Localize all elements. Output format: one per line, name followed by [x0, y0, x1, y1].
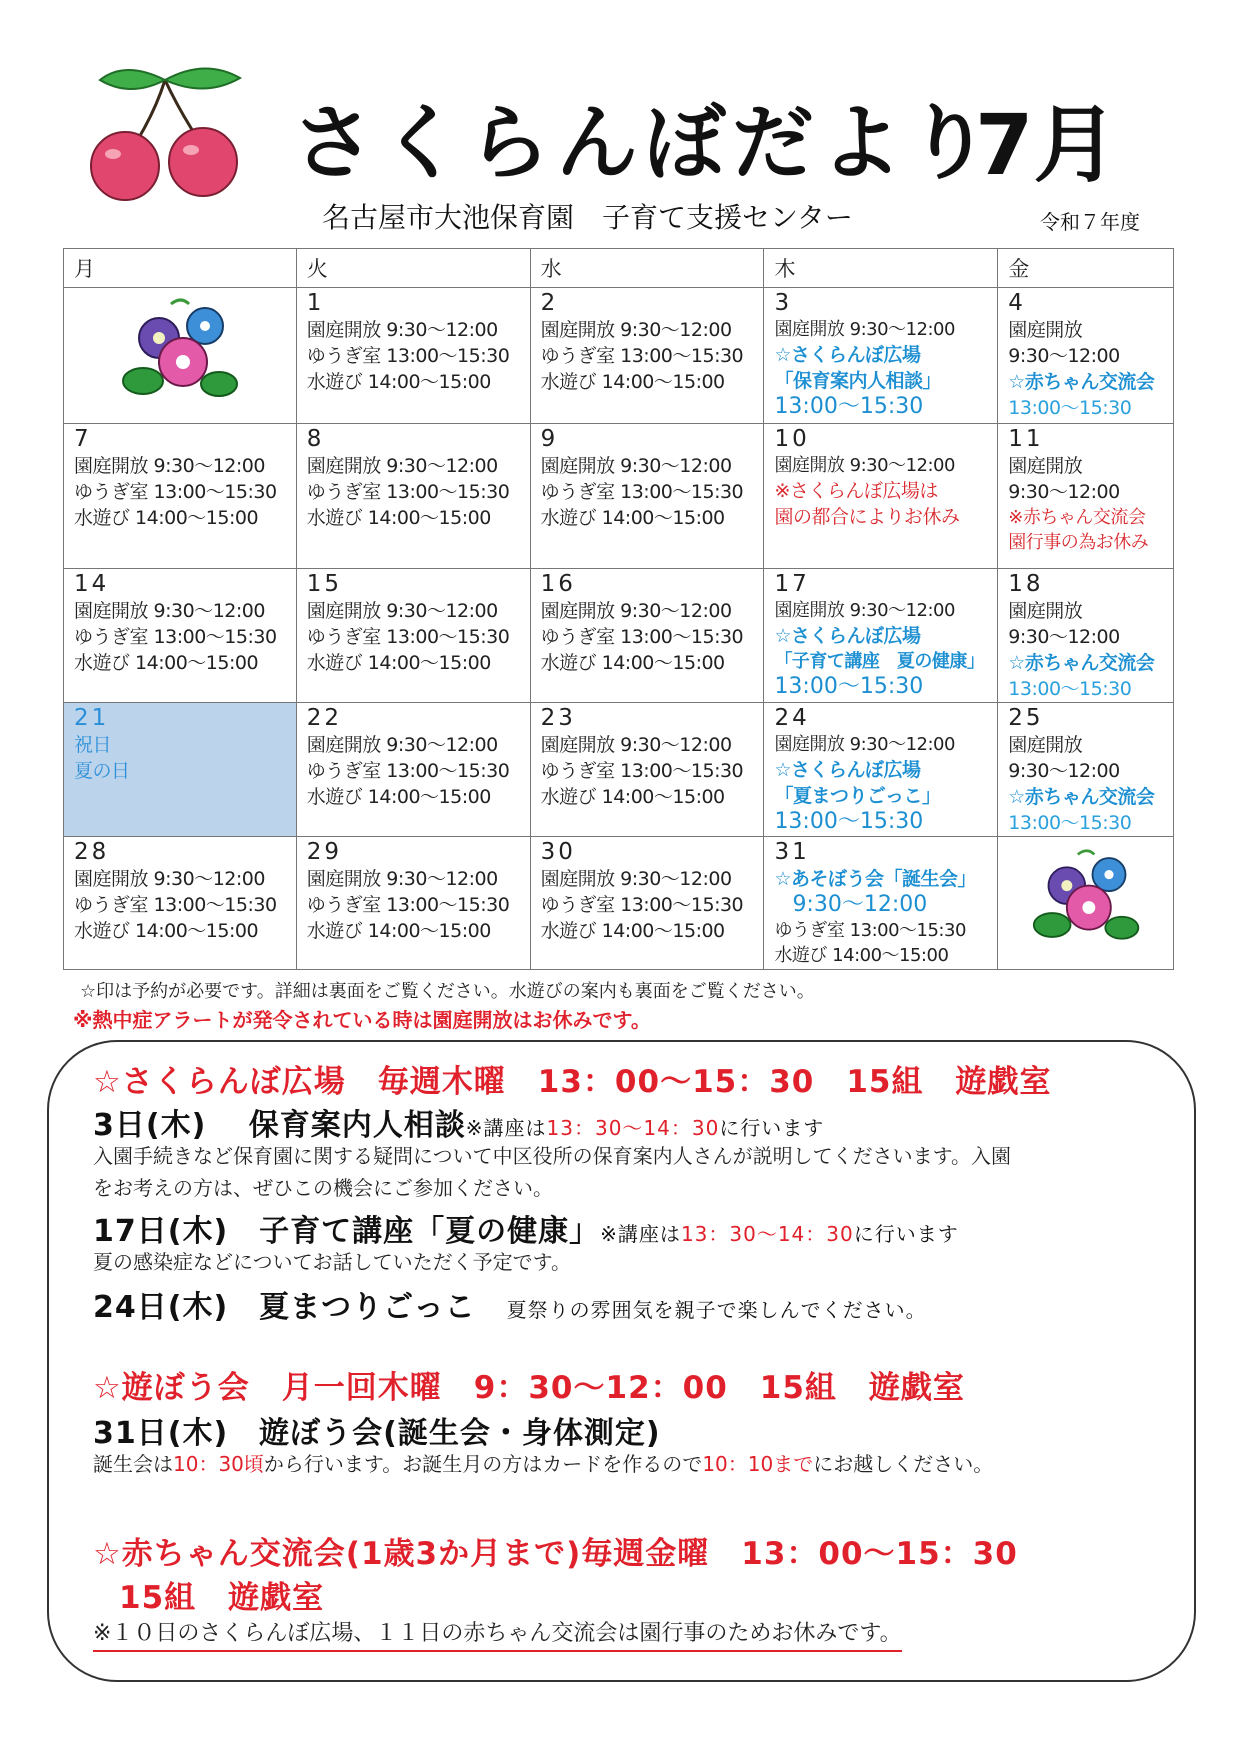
calendar-cell	[64, 424, 297, 569]
calendar-cell	[296, 424, 530, 569]
event-line: 水遊び 14:00～15:00	[540, 371, 725, 393]
event-line: ゆうぎ室 13:00～15:30	[540, 626, 744, 648]
event-time: 13:00～15:30	[1008, 397, 1132, 419]
calendar-cell-empty	[998, 837, 1174, 970]
calendar-cell-empty	[64, 288, 297, 424]
day-number: 11	[1008, 426, 1044, 452]
calendar-cell	[296, 837, 530, 970]
event-time: 13:00～15:30	[774, 674, 924, 699]
day-number: 8	[306, 426, 325, 452]
event-title-text: 17日(木) 子育て講座「夏の健康」	[93, 1214, 601, 1249]
program-info-box	[47, 1040, 1196, 1682]
calendar-cell-holiday	[64, 703, 297, 837]
event-title-text: 24日(木) 夏まつりごっこ	[93, 1290, 476, 1325]
event-line: ゆうぎ室 13:00～15:30	[74, 894, 277, 916]
day-number: 15	[306, 571, 343, 597]
event-line: 水遊び 14:00～15:00	[540, 920, 725, 942]
event-note: ※講座は	[465, 1116, 547, 1140]
day-number: 29	[306, 839, 343, 865]
sakuranbo-event1-desc1: 入園手続きなど保育園に関する疑問について中区役所の保育案内人さんが説明してくださいます。入園	[93, 1144, 1011, 1168]
calendar-cell	[64, 569, 297, 703]
calendar-cell	[764, 569, 998, 703]
akachan-heading-line2: 15組 遊戯室	[119, 1580, 325, 1616]
calendar-cell	[998, 703, 1174, 837]
newsletter-title: さくらんぼだより	[292, 96, 997, 191]
desc-text: 誕生会は	[93, 1452, 173, 1476]
event-line: ☆あそぼう会「誕生会」	[774, 868, 976, 890]
day-number: 28	[74, 839, 110, 865]
sakuranbo-event1-desc2: をお考えの方は、ぜひこの機会にご参加ください。	[93, 1176, 553, 1200]
calendar-week	[64, 703, 1174, 837]
day-number: 7	[74, 426, 92, 452]
calendar-cell	[998, 424, 1174, 569]
event-line: 園庭開放 9:30～12:00	[74, 600, 265, 622]
sakuranbo-event3-title	[93, 1282, 927, 1326]
event-line: 「夏まつりごっこ」	[774, 785, 941, 807]
event-line: 園庭開放	[1008, 600, 1083, 622]
day-number: 14	[74, 571, 110, 597]
event-line: ゆうぎ室 13:00～15:30	[306, 481, 510, 503]
asobo-event-title: 31日(木) 遊ぼう会(誕生会・身体測定)	[93, 1416, 661, 1451]
event-line: ゆうぎ室 13:00～15:30	[306, 345, 510, 367]
event-line: 園庭開放 9:30～12:00	[306, 600, 498, 622]
event-desc: 夏祭りの雰囲気を親子で楽しんでください。	[506, 1298, 927, 1322]
event-line: 水遊び 14:00～15:00	[540, 786, 725, 808]
day-number: 30	[540, 839, 576, 865]
event-line: ☆さくらんぼ広場	[774, 344, 921, 366]
sakuranbo-event1-title	[93, 1100, 824, 1144]
event-line: 9:30～12:00	[1008, 345, 1120, 367]
calendar-cell	[998, 288, 1174, 424]
event-line: ゆうぎ室 13:00～15:30	[74, 626, 277, 648]
desc-time: 10：10まで	[702, 1452, 814, 1476]
day-number: 31	[774, 839, 810, 865]
weekday-tue: 火	[296, 249, 530, 288]
event-line: 園庭開放 9:30～12:00	[774, 734, 955, 755]
event-line: 園庭開放 9:30～12:00	[306, 734, 498, 756]
day-number: 9	[540, 426, 559, 452]
event-line: 園庭開放 9:30～12:00	[540, 455, 732, 477]
calendar-table	[63, 248, 1174, 970]
event-line: 水遊び 14:00～15:00	[540, 507, 725, 529]
calendar-week	[64, 569, 1174, 703]
asobo-desc	[93, 1448, 993, 1480]
event-line: 園庭開放 9:30～12:00	[540, 734, 732, 756]
weekday-header-row	[64, 249, 1174, 288]
event-time: 13:00～15:30	[1008, 678, 1132, 700]
reservation-note: ☆印は予約が必要です。詳細は裏面をご覧ください。水遊びの案内も裏面をご覧ください。	[80, 981, 815, 1002]
event-line: 「保育案内人相談」	[774, 370, 941, 392]
calendar-cell	[998, 569, 1174, 703]
day-number: 22	[306, 705, 343, 731]
calendar-week	[64, 424, 1174, 569]
event-line: 園庭開放 9:30～12:00	[540, 600, 732, 622]
event-line: ※さくらんぼ広場は	[774, 480, 938, 502]
calendar-week	[64, 837, 1174, 970]
weekday-wed: 水	[530, 249, 764, 288]
event-line: ☆赤ちゃん交流会	[1008, 371, 1155, 393]
fiscal-year: 令和７年度	[1040, 210, 1140, 234]
cherry-illustration	[85, 62, 255, 202]
event-line: ゆうぎ室 13:00～15:30	[74, 481, 277, 503]
day-number: 1	[306, 290, 325, 316]
day-number: 21	[74, 705, 110, 731]
event-line: 園庭開放	[1008, 734, 1083, 756]
day-number: 18	[1008, 571, 1044, 597]
sakuranbo-heading: ☆さくらんぼ広場 毎週木曜 13：00～15：30 15組 遊戯室	[93, 1064, 1052, 1100]
event-line: 水遊び 14:00～15:00	[306, 371, 491, 393]
event-line: ゆうぎ室 13:00～15:30	[774, 920, 966, 941]
event-line: 水遊び 14:00～15:00	[774, 945, 949, 966]
event-line: 園庭開放 9:30～12:00	[306, 868, 498, 890]
event-line: ☆さくらんぼ広場	[774, 625, 921, 647]
event-line: 水遊び 14:00～15:00	[74, 920, 259, 942]
event-note-time: 13：30～14：30	[680, 1222, 854, 1246]
holiday-name: 夏の日	[74, 760, 130, 782]
event-line: 水遊び 14:00～15:00	[540, 652, 725, 674]
event-line: ゆうぎ室 13:00～15:30	[540, 345, 744, 367]
calendar-cell	[296, 288, 530, 424]
event-line: ☆赤ちゃん交流会	[1008, 652, 1155, 674]
event-line: 水遊び 14:00～15:00	[306, 920, 491, 942]
event-line: 園庭開放 9:30～12:00	[74, 455, 265, 477]
sakuranbo-event2-desc: 夏の感染症などについてお話していただく予定です。	[93, 1250, 571, 1274]
event-time: 13:00～15:30	[774, 394, 924, 419]
event-line: 園庭開放 9:30～12:00	[774, 600, 955, 621]
event-line: 園行事の為お休み	[1008, 532, 1149, 553]
event-note: に行います	[853, 1222, 959, 1246]
calendar-cell	[296, 569, 530, 703]
calendar-cell	[530, 837, 764, 970]
event-line: ゆうぎ室 13:00～15:30	[540, 894, 744, 916]
calendar-cell	[296, 703, 530, 837]
asobo-heading: ☆遊ぼう会 月一回木曜 9：30～12：00 15組 遊戯室	[93, 1370, 965, 1406]
sakuranbo-event2-title	[93, 1206, 959, 1250]
akachan-closure-note: ※１０日のさくらんぼ広場、１１日の赤ちゃん交流会は園行事のためお休みです。	[93, 1618, 902, 1652]
event-line: 園庭開放 9:30～12:00	[74, 868, 265, 890]
event-line: 園の都合によりお休み	[774, 506, 960, 528]
desc-time: 10：30頃	[173, 1452, 264, 1476]
event-time: 13:00～15:30	[774, 809, 924, 834]
calendar-cell	[530, 424, 764, 569]
event-line: ☆赤ちゃん交流会	[1008, 786, 1155, 808]
event-line: ゆうぎ室 13:00～15:30	[306, 760, 510, 782]
event-line: 水遊び 14:00～15:00	[306, 652, 491, 674]
event-line: 水遊び 14:00～15:00	[306, 786, 491, 808]
event-line: 9:30～12:00	[1008, 626, 1120, 648]
morning-glory-icon	[1032, 845, 1142, 950]
day-number: 17	[774, 571, 810, 597]
event-line: 「子育て講座 夏の健康」	[774, 651, 985, 672]
weekday-thu: 木	[764, 249, 998, 288]
calendar-cell	[764, 288, 998, 424]
weekday-fri: 金	[998, 249, 1174, 288]
calendar-cell	[530, 288, 764, 424]
weekday-mon: 月	[64, 249, 297, 288]
heat-alert-note: ※熱中症アラートが発令されている時は園庭開放はお休みです。	[73, 1008, 651, 1032]
day-number: 23	[540, 705, 576, 731]
day-number: 16	[540, 571, 576, 597]
day-number: 25	[1008, 705, 1044, 731]
event-line: 園庭開放 9:30～12:00	[306, 319, 498, 341]
calendar-cell	[530, 569, 764, 703]
calendar-week	[64, 288, 1174, 424]
day-number: 4	[1008, 290, 1026, 316]
event-line: 園庭開放 9:30～12:00	[540, 868, 732, 890]
event-line: 水遊び 14:00～15:00	[74, 652, 259, 674]
day-number: 3	[774, 290, 793, 316]
event-line: ゆうぎ室 13:00～15:30	[306, 894, 510, 916]
event-note: に行います	[719, 1116, 825, 1140]
event-line: 園庭開放 9:30～12:00	[774, 455, 955, 476]
day-number: 10	[774, 426, 810, 452]
event-note-time: 13：30～14：30	[546, 1116, 720, 1140]
event-line: ゆうぎ室 13:00～15:30	[306, 626, 510, 648]
event-line: 9:30～12:00	[1008, 760, 1120, 782]
event-time: 9:30～12:00	[792, 892, 928, 917]
event-line: 園庭開放	[1008, 319, 1083, 341]
holiday-label: 祝日	[74, 734, 112, 756]
event-line: 園庭開放	[1008, 455, 1083, 477]
event-line: 園庭開放 9:30～12:00	[774, 319, 955, 340]
event-time: 13:00～15:30	[1008, 812, 1132, 834]
calendar-cell	[764, 837, 998, 970]
day-number: 24	[774, 705, 810, 731]
event-line: ゆうぎ室 13:00～15:30	[540, 481, 744, 503]
event-line: ☆さくらんぼ広場	[774, 759, 921, 781]
event-line: ゆうぎ室 13:00～15:30	[540, 760, 744, 782]
akachan-heading: ☆赤ちゃん交流会(1歳3か月まで)毎週金曜 13：00～15：30	[93, 1536, 1018, 1572]
calendar-cell	[530, 703, 764, 837]
event-line: 9:30～12:00	[1008, 481, 1120, 503]
day-number: 2	[540, 290, 559, 316]
event-line: 園庭開放 9:30～12:00	[540, 319, 732, 341]
calendar-cell	[764, 424, 998, 569]
calendar-cell	[764, 703, 998, 837]
event-line: ※赤ちゃん交流会	[1008, 507, 1146, 528]
calendar-cell	[64, 837, 297, 970]
event-line: 水遊び 14:00～15:00	[74, 507, 259, 529]
desc-text: にお越しください。	[813, 1452, 994, 1476]
event-title-text: 3日(木) 保育案内人相談	[93, 1108, 466, 1143]
center-name: 名古屋市大池保育園 子育て支援センター	[322, 201, 853, 234]
event-note: ※講座は	[600, 1222, 681, 1246]
morning-glory-icon	[121, 296, 241, 406]
event-line: 園庭開放 9:30～12:00	[306, 455, 498, 477]
desc-text: から行います。お誕生月の方はカードを作るので	[263, 1452, 703, 1476]
event-line: 水遊び 14:00～15:00	[306, 507, 491, 529]
newsletter-month: 7月	[975, 96, 1118, 194]
